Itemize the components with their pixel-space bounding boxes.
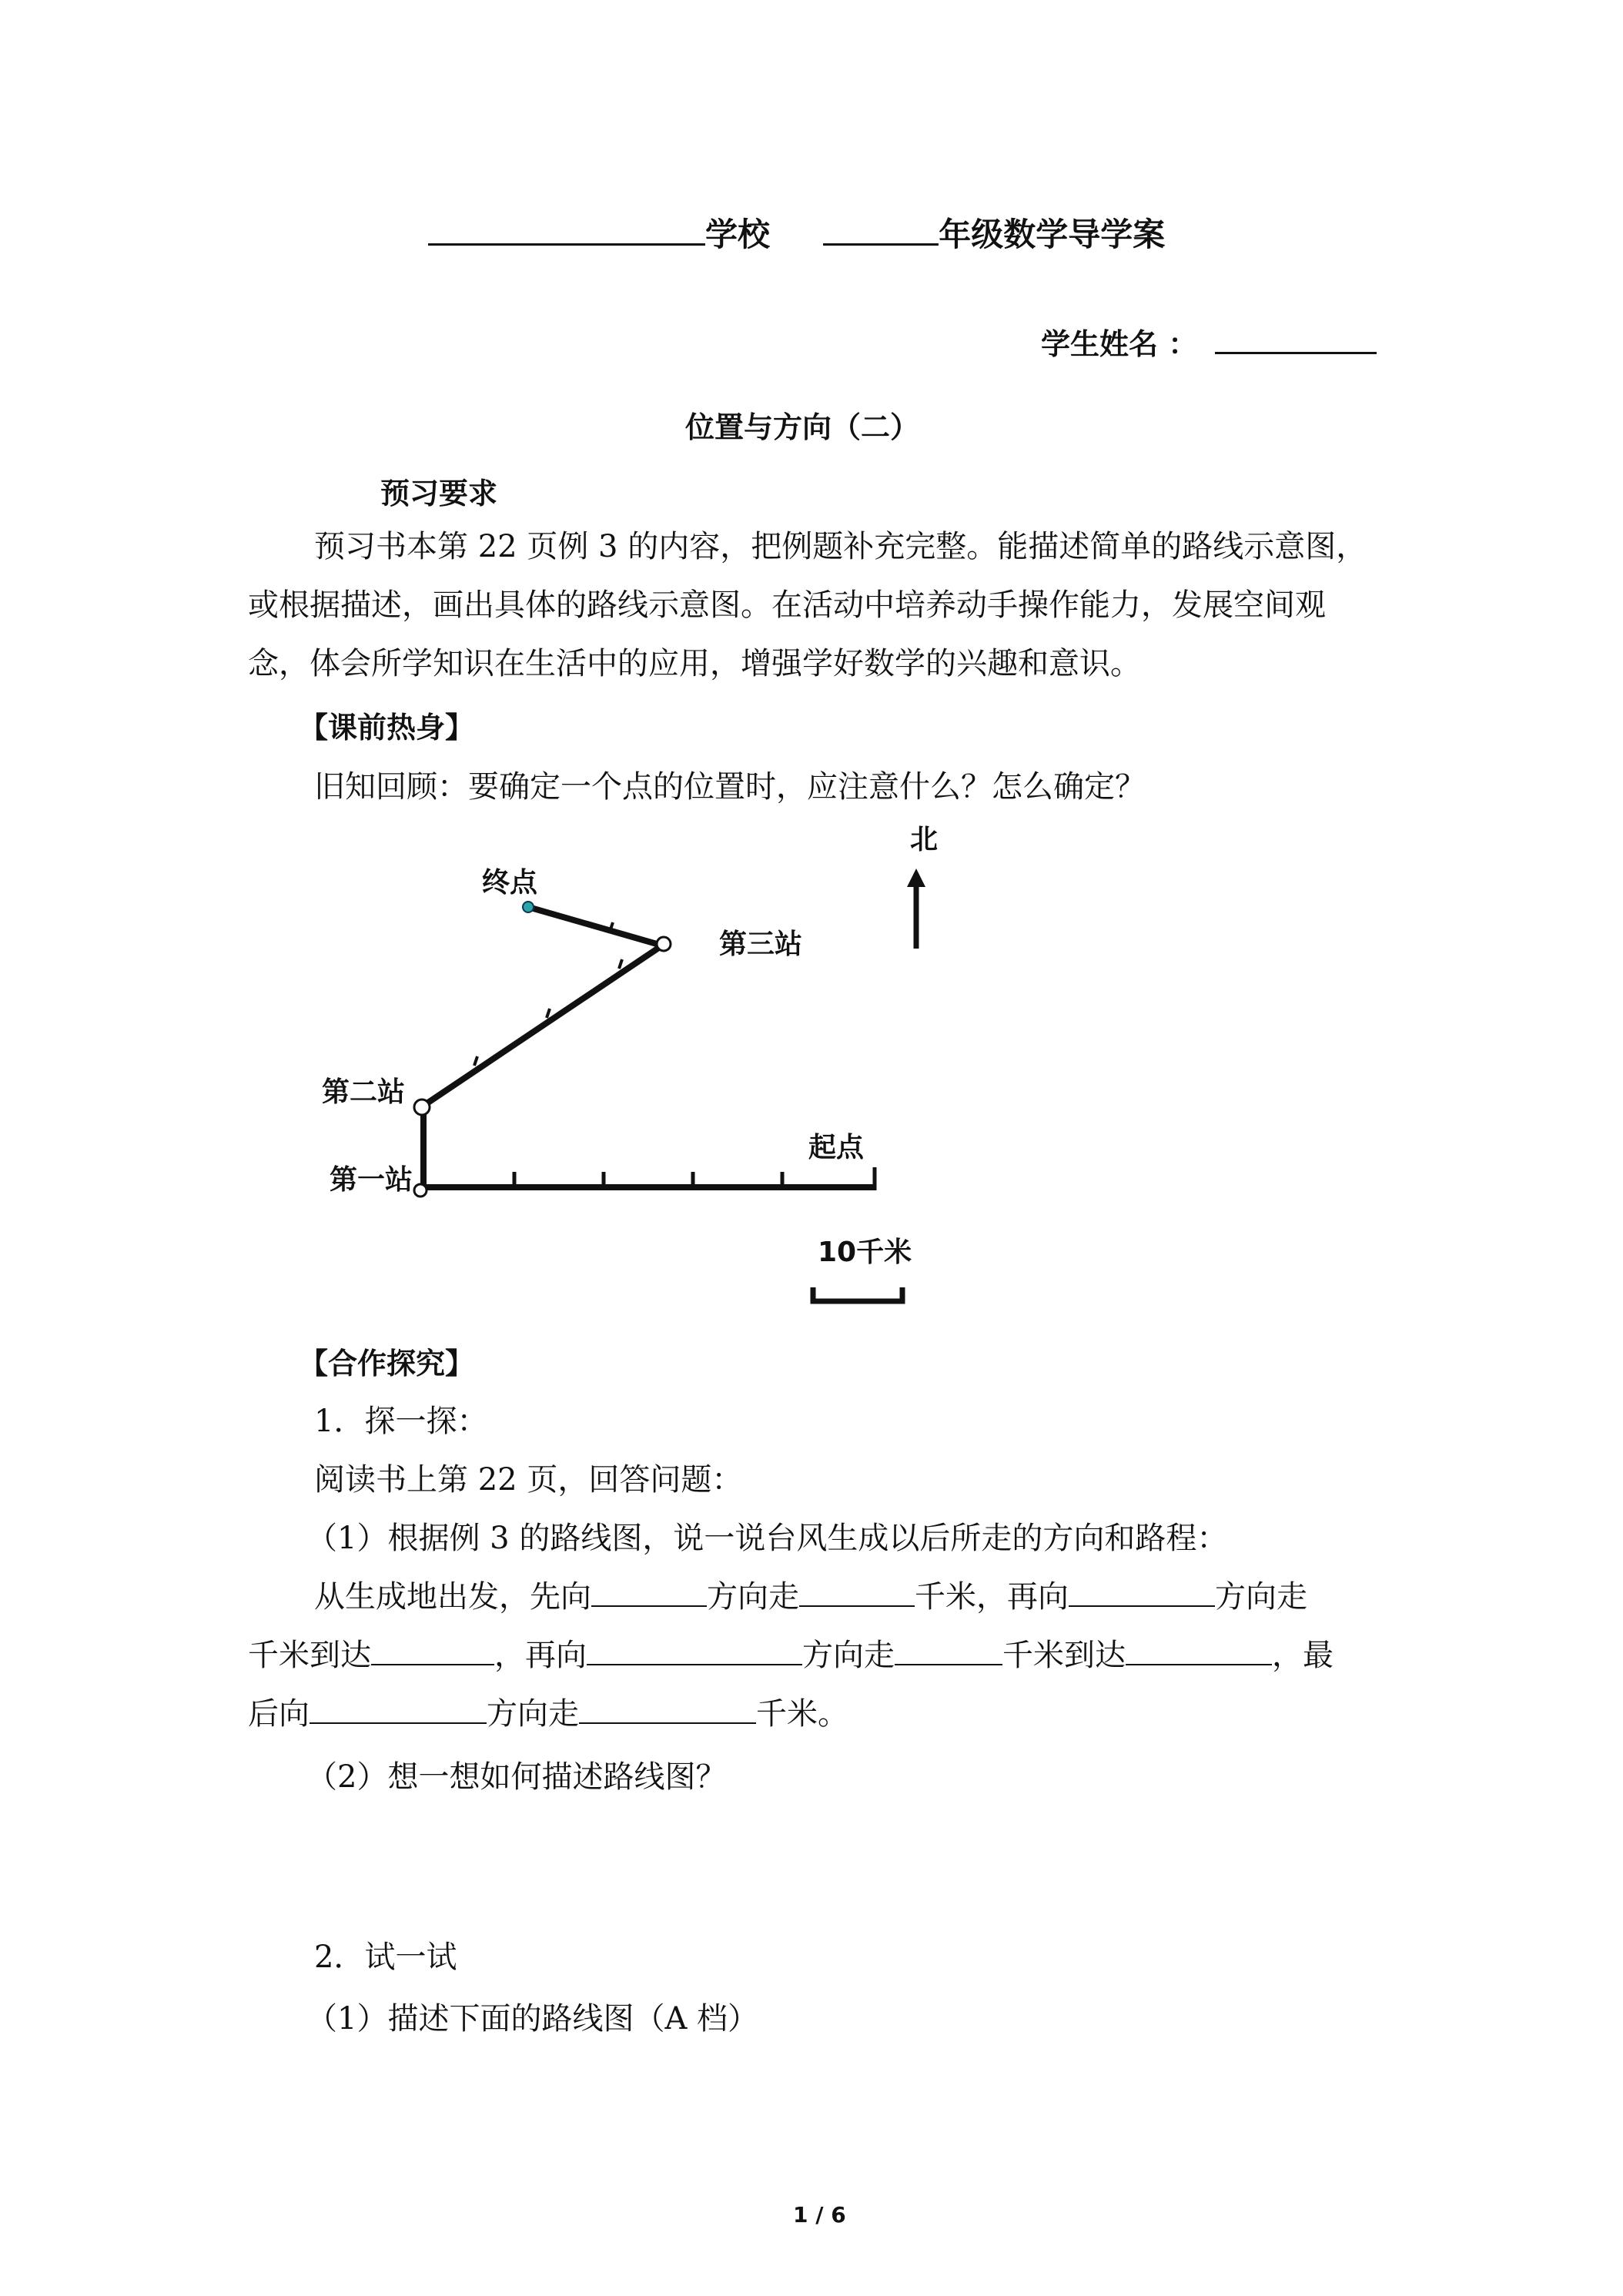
coop-q2: （2）想一想如何描述路线图？ xyxy=(306,1759,727,1795)
coop-item1-title: 1．探一探： xyxy=(314,1404,488,1439)
blank-direction-4[interactable] xyxy=(310,1699,487,1724)
diag-tick-3 xyxy=(619,959,622,969)
route-segment-station2-station3 xyxy=(423,946,662,1106)
lesson-title: 位置与方向（二） xyxy=(685,410,920,444)
page-number: 1 / 6 xyxy=(793,2202,846,2227)
fill-c: 千米，再向 xyxy=(915,1579,1069,1615)
grade-label: 年级数学导学案 xyxy=(939,216,1166,253)
station2-marker xyxy=(414,1099,430,1115)
fill-line-1 xyxy=(314,1568,1307,1626)
warmup-question: 旧知回顾：要确定一个点的位置时，应注意什么？怎么确定？ xyxy=(314,769,1146,805)
preview-line-1: 预习书本第 22 页例 3 的内容，把例题补充完整。能描述简单的路线示意图， xyxy=(314,529,1367,564)
fill-f: ，再向 xyxy=(494,1638,587,1673)
preview-line-2: 或根据描述，画出具体的路线示意图。在活动中培养动手操作能力，发展空间观 xyxy=(248,587,1326,623)
fill-line-3 xyxy=(248,1685,848,1743)
scale-bar xyxy=(813,1287,902,1301)
header-line xyxy=(428,209,1165,256)
blank-distance-3[interactable] xyxy=(579,1699,756,1724)
fill-g: 方向走 xyxy=(802,1638,895,1673)
blank-place-1[interactable] xyxy=(371,1641,494,1665)
fill-d: 方向走 xyxy=(1215,1579,1307,1615)
end-marker xyxy=(523,902,534,912)
coop-item1-intro: 阅读书上第 22 页，回答问题： xyxy=(314,1462,743,1498)
blank-distance-2[interactable] xyxy=(895,1641,1002,1665)
grade-blank[interactable] xyxy=(823,214,939,246)
coop-heading: 【合作探究】 xyxy=(299,1346,475,1381)
end-label: 终点 xyxy=(482,867,538,899)
coop-item2-q1: （1）描述下面的路线图（A 档） xyxy=(306,2001,759,2037)
station3-marker xyxy=(657,937,671,951)
student-name-label: 学生姓名 ： xyxy=(1041,326,1198,361)
station3-label: 第三站 xyxy=(719,929,803,960)
coop-q1: （1）根据例 3 的路线图，说一说台风生成以后所走的方向和路程： xyxy=(306,1521,1228,1556)
route-segment-station3-end xyxy=(528,907,662,946)
fill-j: 后向 xyxy=(248,1696,310,1732)
north-label: 北 xyxy=(910,824,939,855)
diag-tick-2 xyxy=(547,1009,550,1018)
school-label: 学校 xyxy=(705,216,771,253)
student-name-row xyxy=(1041,320,1377,363)
preview-heading: 预习要求 xyxy=(380,476,498,510)
fill-a: 从生成地出发，先向 xyxy=(314,1579,591,1615)
fill-l: 千米。 xyxy=(756,1696,848,1732)
student-name-blank[interactable] xyxy=(1215,326,1377,354)
fill-h: 千米到达 xyxy=(1002,1638,1126,1673)
blank-distance-1[interactable] xyxy=(799,1582,915,1607)
fill-e: 千米到达 xyxy=(248,1638,371,1673)
preview-line-3: 念，体会所学知识在生活中的应用，增强学好数学的兴趣和意识。 xyxy=(248,646,1141,681)
scale-label: 10千米 xyxy=(818,1237,912,1268)
warmup-heading: 【课前热身】 xyxy=(299,710,475,745)
station1-marker xyxy=(414,1184,427,1197)
coop-item2-title: 2．试一试 xyxy=(314,1940,457,1975)
blank-direction-2[interactable] xyxy=(1069,1582,1215,1607)
blank-place-2[interactable] xyxy=(1126,1641,1272,1665)
school-blank[interactable] xyxy=(428,214,705,246)
north-arrow-head xyxy=(907,869,925,887)
fill-b: 方向走 xyxy=(707,1579,799,1615)
fill-i: ，最 xyxy=(1272,1638,1334,1673)
fill-k: 方向走 xyxy=(487,1696,579,1732)
fill-line-2 xyxy=(248,1626,1334,1685)
start-label: 起点 xyxy=(808,1132,865,1163)
station2-label: 第二站 xyxy=(322,1076,406,1108)
blank-direction-3[interactable] xyxy=(587,1641,802,1665)
station1-label: 第一站 xyxy=(330,1164,413,1196)
diag-tick-1 xyxy=(474,1056,477,1066)
blank-direction-1[interactable] xyxy=(591,1582,707,1607)
